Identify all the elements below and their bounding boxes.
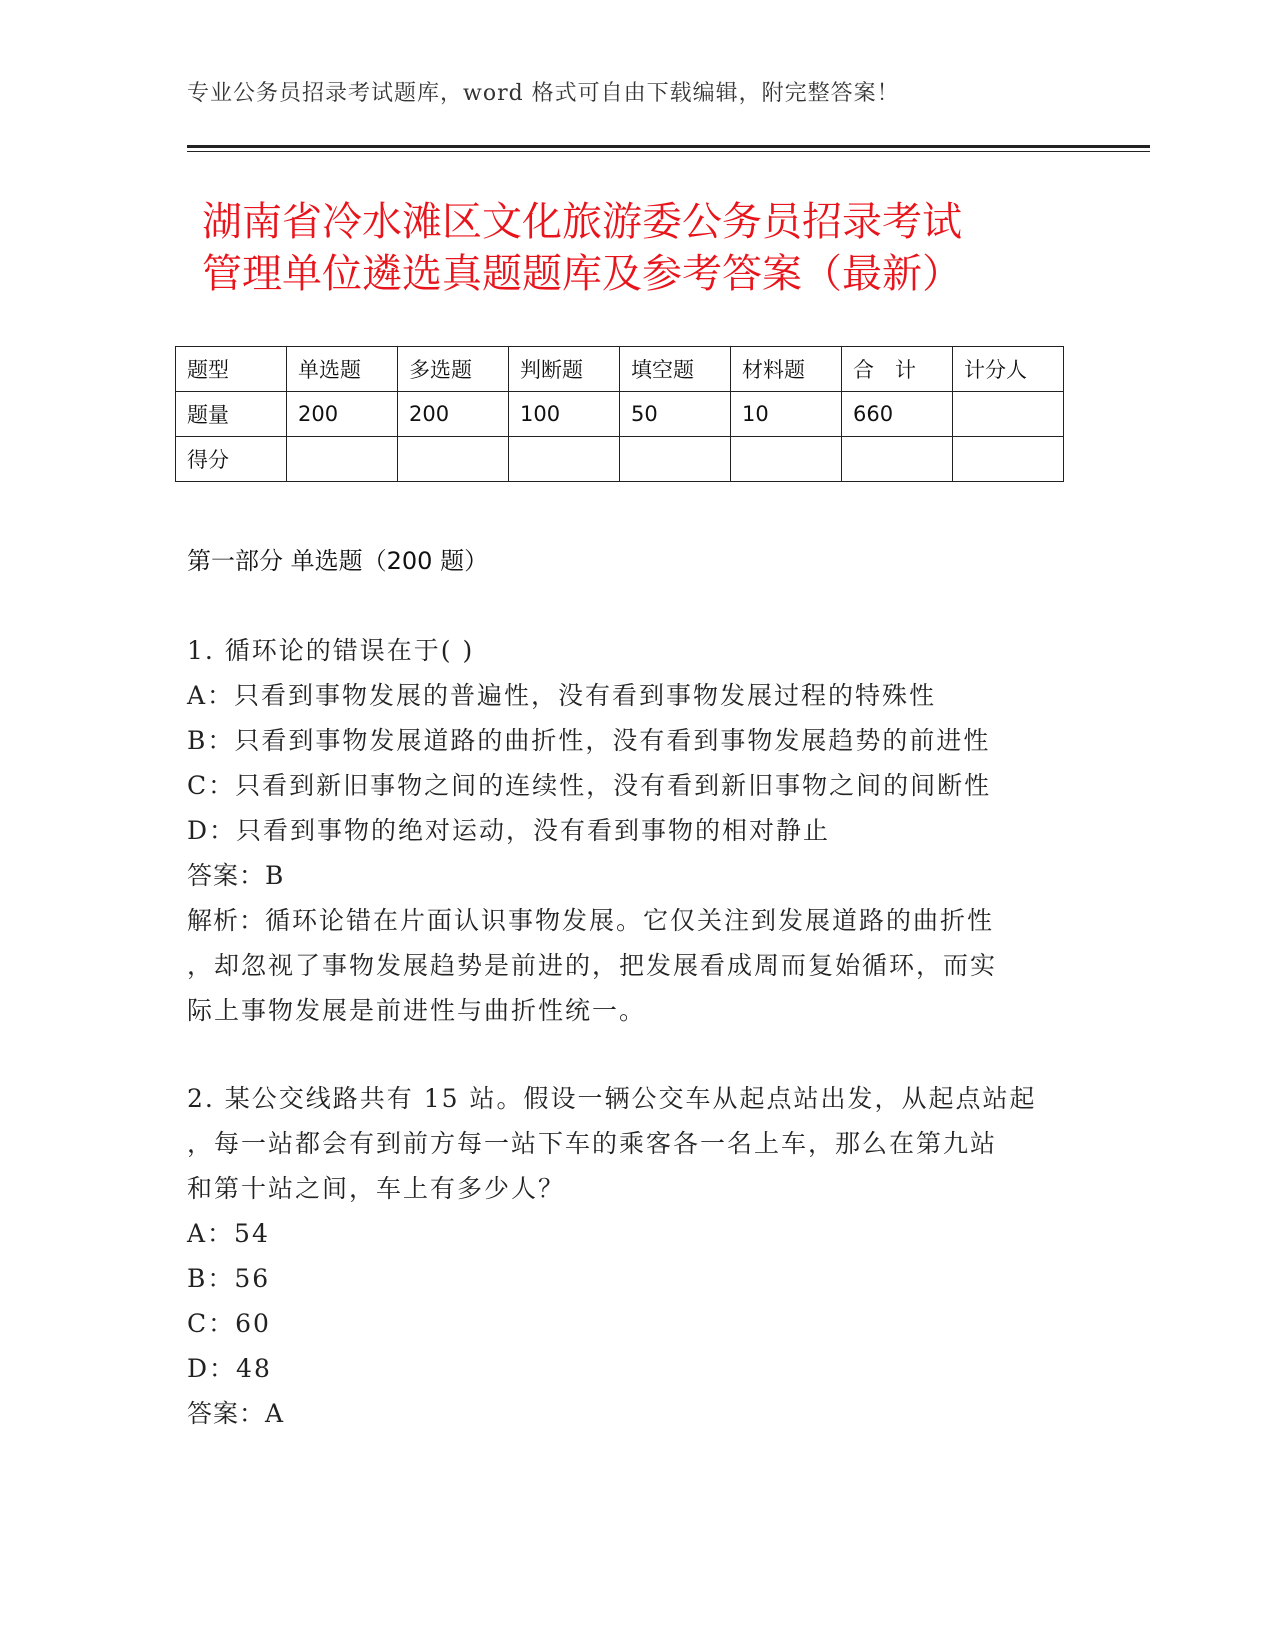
table-cell (287, 437, 398, 482)
analysis-line (187, 898, 1087, 943)
option-a: A：54 (187, 1219, 270, 1248)
table-cell: 题量 (176, 392, 287, 437)
answer-line (187, 853, 1087, 898)
table-cell (731, 437, 842, 482)
table-cell (842, 437, 953, 482)
table-cell (953, 392, 1064, 437)
table-cell: 判断题 (509, 347, 620, 392)
header-rule-thin (187, 151, 1150, 152)
score-table-count-row (176, 392, 1064, 437)
table-cell: 200 (398, 392, 509, 437)
option-d: D：只看到事物的绝对运动，没有看到事物的相对静止 (187, 816, 831, 845)
analysis-label: 解析： (187, 906, 266, 935)
question-stem: 1. 循环论的错误在于( ) (187, 636, 475, 665)
score-table-header-row (176, 347, 1064, 392)
table-cell (398, 437, 509, 482)
header-note: 专业公务员招录考试题库，word 格式可自由下载编辑，附完整答案！ (187, 81, 900, 106)
option-b: B：只看到事物发展道路的曲折性，没有看到事物发展趋势的前进性 (187, 726, 991, 755)
header-rule-thick (187, 145, 1150, 148)
answer-value: A (265, 1399, 286, 1428)
analysis-text: 际上事物发展是前进性与曲折性统一。 (187, 996, 647, 1025)
table-cell (953, 437, 1064, 482)
table-cell: 填空题 (620, 347, 731, 392)
option-c: C：只看到新旧事物之间的连续性，没有看到新旧事物之间的间断性 (187, 771, 992, 800)
table-cell (509, 437, 620, 482)
answer-label: 答案： (187, 1399, 266, 1428)
analysis-text: 循环论错在片面认识事物发展。它仅关注到发展道路的曲折性 (265, 906, 995, 935)
table-cell: 单选题 (287, 347, 398, 392)
score-table (175, 346, 1064, 482)
question-1 (187, 628, 1087, 1033)
question-stem: 2. 某公交线路共有 15 站。假设一辆公交车从起点站出发，从起点站起 (187, 1084, 1037, 1113)
section-heading: 第一部分 单选题（200 题） (187, 547, 489, 575)
table-cell: 10 (731, 392, 842, 437)
table-cell: 材料题 (731, 347, 842, 392)
table-cell: 得分 (176, 437, 287, 482)
table-cell: 多选题 (398, 347, 509, 392)
analysis-text: ，却忽视了事物发展趋势是前进的，把发展看成周而复始循环，而实 (187, 951, 998, 980)
question-2 (187, 1076, 1087, 1436)
table-cell: 计分人 (953, 347, 1064, 392)
table-cell: 100 (509, 392, 620, 437)
question-stem: 和第十站之间，车上有多少人？ (187, 1174, 566, 1203)
question-stem: ，每一站都会有到前方每一站下车的乘客各一名上车，那么在第九站 (187, 1129, 998, 1158)
option-c: C：60 (187, 1309, 271, 1338)
table-cell: 660 (842, 392, 953, 437)
table-cell: 合 计 (842, 347, 953, 392)
answer-line (187, 1391, 1087, 1436)
option-b: B：56 (187, 1264, 271, 1293)
score-table-score-row (176, 437, 1064, 482)
answer-label: 答案： (187, 861, 266, 890)
document-title (202, 196, 1102, 300)
title-line-2: 管理单位遴选真题题库及参考答案（最新） (202, 251, 962, 297)
option-a: A：只看到事物发展的普遍性，没有看到事物发展过程的特殊性 (187, 681, 937, 710)
answer-value: B (265, 861, 286, 890)
option-d: D：48 (187, 1354, 272, 1383)
table-cell (620, 437, 731, 482)
title-line-1: 湖南省冷水滩区文化旅游委公务员招录考试 (202, 199, 962, 245)
table-cell: 200 (287, 392, 398, 437)
table-cell: 题型 (176, 347, 287, 392)
table-cell: 50 (620, 392, 731, 437)
